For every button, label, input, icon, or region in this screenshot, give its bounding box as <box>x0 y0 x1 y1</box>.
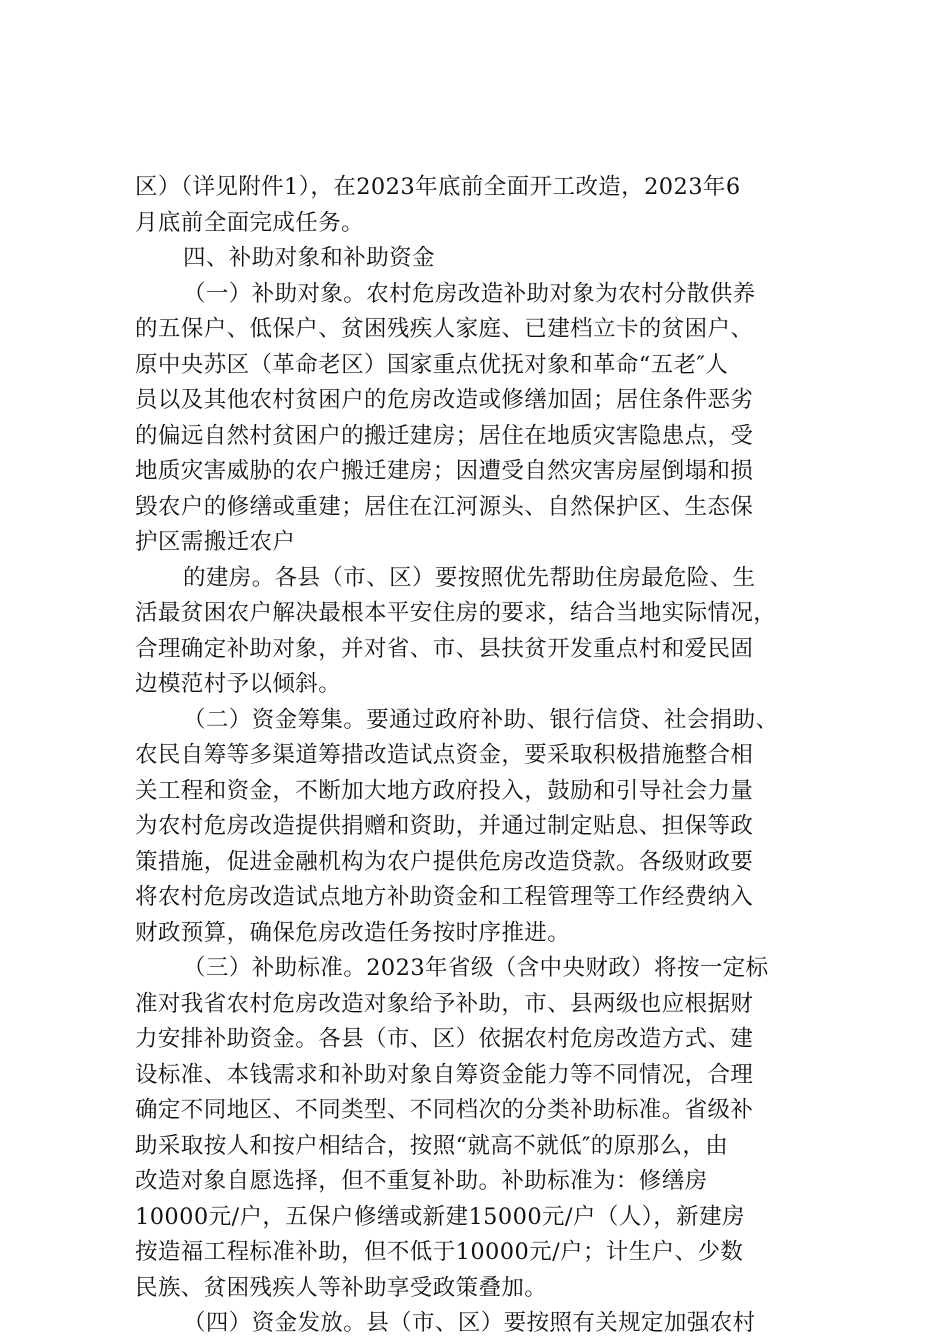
text-line: 助采取按人和按户相结合，按照“就高不就低″的原那么，由 <box>135 1132 729 1159</box>
text-line: 设标准、本钱需求和补助对象自筹资金能力等不同情况，合理 <box>135 1061 754 1088</box>
paragraph-start: （三）补助标准。2023年省级（含中央财政）将按一定标 <box>183 955 769 981</box>
paragraph-start: （四）资金发放。县（市、区）要按照有关规定加强农村 <box>183 1310 756 1336</box>
text-line: 为农村危房改造提供捐赠和资助，并通过制定贴息、担保等政 <box>135 813 754 839</box>
text-line: 确定不同地区、不同类型、不同档次的分类补助标准。省级补 <box>135 1097 754 1123</box>
body-text <box>135 170 825 1342</box>
paragraph-start: （一）补助对象。农村危房改造补助对象为农村分散供养 <box>183 280 756 307</box>
text-line: 将农村危房改造试点地方补助资金和工程管理等工作经费纳入 <box>135 884 754 910</box>
text-line: 护区需搬迁农户 <box>135 529 296 555</box>
text-line: 活最贫困农户解决最根本平安住房的要求，结合当地实际情况， <box>135 600 777 626</box>
text-line: 准对我省农村危房改造对象给予补助，市、县两级也应根据财 <box>135 990 754 1017</box>
text-line: 财政预算，确保危房改造任务按时序推进。 <box>135 919 571 946</box>
text-line: 区）（详见附件1），在2023年底前全面开工改造，2023年6 <box>135 174 741 200</box>
text-line: 按造福工程标准补助，但不低于10000元/户；计生户、少数 <box>135 1239 744 1265</box>
text-line: 的五保户、低保户、贫困残疾人家庭、已建档立卡的贫困户、 <box>135 316 754 342</box>
text-line: 改造对象自愿选择，但不重复补助。补助标准为：修缮房 <box>135 1168 708 1194</box>
text-line: 民族、贫困残疾人等补助享受政策叠加。 <box>135 1274 548 1301</box>
text-line: 员以及其他农村贫困户的危房改造或修缮加固；居住条件恶劣 <box>135 387 754 413</box>
text-line: 地质灾害威胁的农户搬迁建房；因遭受自然灾害房屋倒塌和损 <box>135 458 754 484</box>
paragraph-start: （二）资金筹集。要通过政府补助、银行信贷、社会捐助、 <box>183 706 779 733</box>
text-line: 力安排补助资金。各县（市、区）依据农村危房改造方式、建 <box>135 1026 754 1052</box>
section-heading: 四、补助对象和补助资金 <box>183 245 435 271</box>
text-line: 原中央苏区（革命老区）国家重点优抚对象和革命“五老″人 <box>135 351 729 378</box>
text-line: 月底前全面完成任务。 <box>135 209 365 236</box>
text-line: 10000元/户，五保户修缮或新建15000元/户（人），新建房 <box>135 1203 745 1230</box>
text-line: 的建房。各县（市、区）要按照优先帮助住房最危险、生 <box>183 564 756 591</box>
text-line: 农民自筹等多渠道筹措改造试点资金，要采取积极措施整合相 <box>135 742 754 768</box>
text-line: 策措施，促进金融机构为农户提供危房改造贷款。各级财政要 <box>135 848 754 875</box>
text-line: 毁农户的修缮或重建；居住在江河源头、自然保护区、生态保 <box>135 493 754 520</box>
text-line: 合理确定补助对象，并对省、市、县扶贫开发重点村和爱民固 <box>135 635 754 662</box>
text-line: 边模范村予以倾斜。 <box>135 671 342 697</box>
text-line: 关工程和资金，不断加大地方政府投入，鼓励和引导社会力量 <box>135 777 754 804</box>
text-line: 的偏远自然村贫困户的搬迁建房；居住在地质灾害隐患点，受 <box>135 422 754 449</box>
